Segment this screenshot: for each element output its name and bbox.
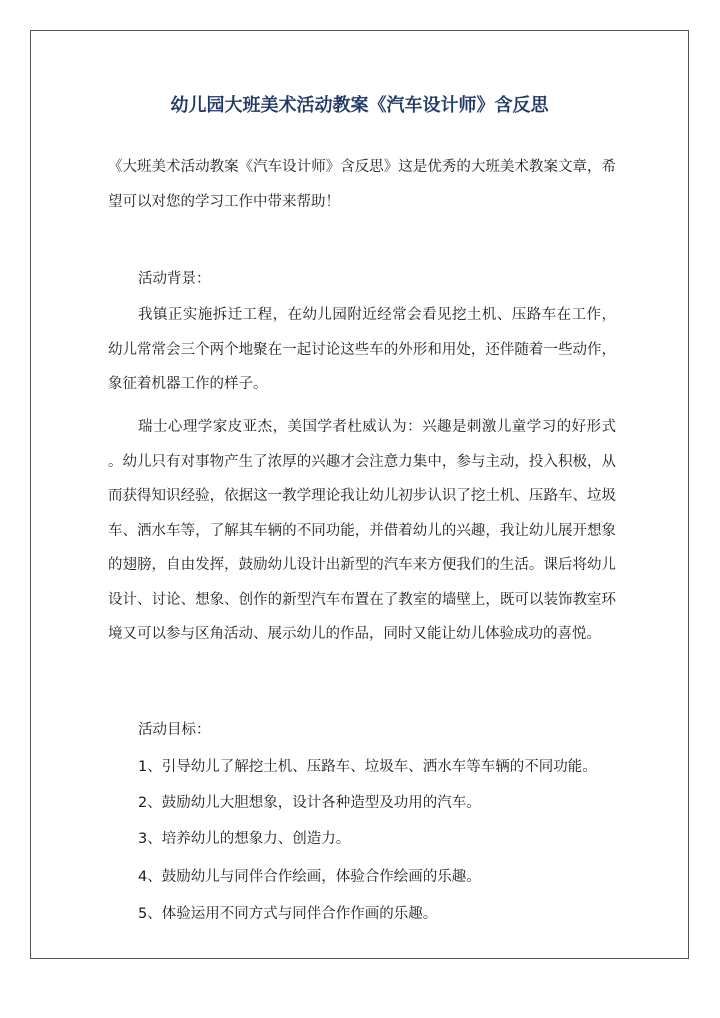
goal-item-2: 2、鼓励幼儿大胆想象，设计各种造型及功用的汽车。 [138,795,481,811]
background-heading: 活动背景： [138,271,211,287]
goal-item-4: 4、鼓励幼儿与同伴合作绘画，体验合作绘画的乐趣。 [138,869,481,885]
goals-heading: 活动目标： [138,722,211,738]
background-paragraph-2: 瑞士心理学家皮亚杰，美国学者杜威认为：兴趣是刺激儿童学习的好形式 。幼儿只有对事物产生了浓厚的兴趣才会注意力集中，参与主动，投入积极，从而获得知识经验，依据这一教学理论我让幼儿初步认识了挖土机、压路车、垃圾车、洒水车等，了解其车辆的不同功能，并借着幼儿的兴趣，我让幼儿展开想象的翅膀，自由发挥，鼓励幼儿设计出新型的汽车来方便我们的生活。课后将幼儿设计、讨论、想象、创作的新型汽车布置在了教室的墙壁上，既可以装饰教室环境又可以参与区角活动、展示幼儿的作品，同时又能让幼儿体验成功的喜悦。 [108,419,616,642]
intro-paragraph: 《大班美术活动教案《汽车设计师》含反思》这是优秀的大班美术教案文章，希望可以对您的学习工作中带来帮助！ [108,159,616,210]
goal-item-1: 1、引导幼儿了解挖土机、压路车、垃圾车、洒水车等车辆的不同功能。 [138,759,597,775]
goal-item-3: 3、培养幼儿的想象力、创造力。 [138,831,351,847]
goal-item-5: 5、体验运用不同方式与同伴合作作画的乐趣。 [138,906,438,922]
document-title: 幼儿园大班美术活动教案《汽车设计师》含反思 [170,95,549,116]
background-paragraph-1: 我镇正实施拆迁工程，在幼儿园附近经常会看见挖土机、压路车在工作，幼儿常常会三个两个地聚在一起讨论这些车的外形和用处，还伴随着一些动作，象征着机器工作的样子。 [108,307,616,392]
